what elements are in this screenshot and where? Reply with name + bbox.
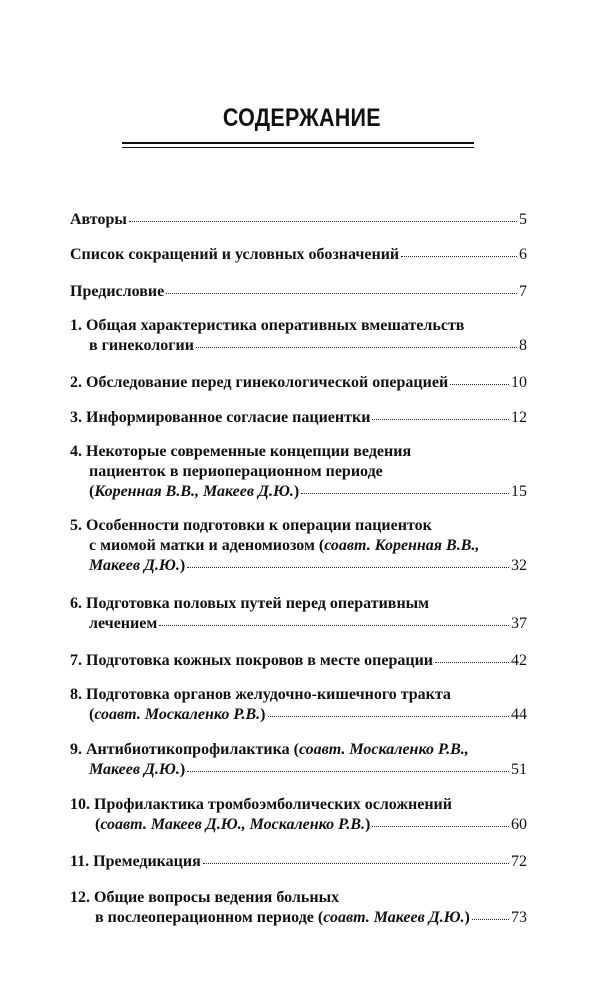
- page-number: 37: [511, 615, 527, 632]
- toc-entry-authors: (Коренная В.В., Макеев Д.Ю.): [89, 483, 300, 500]
- page-number: 10: [511, 374, 527, 391]
- toc-entry-preface[interactable]: [70, 282, 527, 302]
- toc-entry-title: 9. Антибиотикопрофилактика (соавт. Москаленко Р.В.,: [70, 741, 469, 758]
- title-text: 9. Антибиотикопрофилактика: [70, 741, 290, 758]
- page-number: 72: [511, 853, 527, 870]
- toc-entry-chapter-7[interactable]: [70, 651, 527, 671]
- coauthor-names: соавт. Москаленко Р.В.: [94, 706, 261, 723]
- toc-entry-coauthors: (соавт. Москаленко Р.В.): [89, 706, 266, 723]
- coauthor-names: соавт. Коренная В.В.,: [324, 537, 480, 554]
- page-number: 12: [511, 409, 527, 426]
- toc-entry-title: 1. Общая характеристика оперативных вмешательств: [70, 317, 465, 334]
- toc-entry-chapter-4[interactable]: [70, 442, 527, 502]
- title-rule-thick: [122, 142, 474, 144]
- coauthor-names: соавт. Макеев Д.Ю., Москаленко Р.В.: [100, 816, 365, 833]
- toc-entry-chapter-2[interactable]: [70, 373, 527, 393]
- toc-entry-title: 5. Особенности подготовки к операции пациенток: [70, 517, 432, 534]
- leader-dots: [159, 625, 509, 626]
- toc-entry-title: 8. Подготовка органов желудочно-кишечного тракта: [70, 686, 451, 703]
- toc-entry-chapter-1[interactable]: [70, 316, 527, 356]
- leader-dots: [203, 863, 509, 864]
- toc-entry-title: Список сокращений и условных обозначений: [70, 246, 400, 263]
- page-number: 5: [519, 211, 527, 228]
- toc-entry-title-cont: в послеоперационном периоде (соавт. Макеев Д.Ю.): [95, 909, 470, 926]
- coauthor-names-cont: Макеев Д.Ю.): [89, 557, 186, 574]
- coauthor-names-b: Макеев Д.Ю.: [89, 557, 180, 574]
- page-number: 7: [519, 283, 527, 300]
- toc-entry-title: 10. Профилактика тромбоэмболических осложнений: [70, 796, 452, 813]
- toc-entry-title: 6. Подготовка половых путей перед оперативным: [70, 595, 430, 612]
- authors-names: Коренная В.В., Макеев Д.Ю.: [94, 483, 294, 500]
- leader-dots: [372, 419, 509, 420]
- toc-entry-coauthors: (соавт. Макеев Д.Ю., Москаленко Р.В.): [95, 816, 371, 833]
- leader-dots: [129, 221, 517, 222]
- coauthor-names: соавт. Москаленко Р.В.,: [298, 741, 469, 758]
- leader-dots: [372, 826, 509, 827]
- toc-entry-chapter-10[interactable]: [70, 795, 527, 835]
- toc-entry-chapter-6[interactable]: [70, 594, 527, 634]
- leader-dots: [187, 567, 509, 568]
- leader-dots: [435, 662, 509, 663]
- toc-entry-title: 2. Обследование перед гинекологической операцией: [70, 374, 449, 391]
- toc-entry-chapter-5[interactable]: [70, 516, 527, 576]
- coauthor-names: соавт. Макеев Д.Ю.: [323, 909, 465, 926]
- toc-entry-title-cont: лечением: [89, 615, 158, 632]
- toc-entry-chapter-9[interactable]: [70, 740, 527, 780]
- title-rule-thin: [122, 147, 474, 148]
- coauthor-names-cont: Макеев Д.Ю.): [89, 761, 186, 778]
- toc-entry-title: Авторы: [70, 211, 127, 228]
- toc-entry-chapter-3[interactable]: [70, 408, 527, 428]
- leader-dots: [450, 384, 509, 385]
- toc-entry-authors[interactable]: [70, 210, 527, 230]
- leader-dots: [187, 771, 509, 772]
- toc-entry-chapter-11[interactable]: [70, 852, 527, 872]
- leader-dots: [196, 347, 517, 348]
- toc-entry-title-cont: пациенток в периоперационном периоде: [89, 463, 383, 480]
- leader-dots: [472, 919, 509, 920]
- toc-entry-title: 3. Информированное согласие пациентки: [70, 409, 371, 426]
- toc-entry-title-cont: с миомой матки и аденомиозом (соавт. Коренная В.В.,: [89, 537, 480, 554]
- toc-entry-chapter-8[interactable]: [70, 685, 527, 725]
- page-number: 8: [519, 337, 527, 354]
- toc-entry-chapter-12[interactable]: [70, 888, 527, 928]
- title-cont-text: с миомой матки и аденомиозом: [89, 537, 315, 554]
- toc-entry-title: 4. Некоторые современные концепции ведения: [70, 443, 412, 460]
- page-number: 6: [519, 246, 527, 263]
- page-number: 60: [511, 816, 527, 833]
- leader-dots: [166, 293, 517, 294]
- toc-entry-title: 7. Подготовка кожных покровов в месте операции: [70, 652, 434, 669]
- page-title: СОДЕРЖАНИЕ: [222, 104, 381, 132]
- coauthor-names-b: Макеев Д.Ю.: [89, 761, 180, 778]
- leader-dots: [401, 256, 517, 257]
- page-number: 15: [511, 483, 527, 500]
- page-number: 32: [511, 557, 527, 574]
- toc-entry-title: 12. Общие вопросы ведения больных: [70, 889, 340, 906]
- toc-entry-title: 11. Премедикация: [70, 853, 201, 870]
- page-number: 42: [511, 652, 527, 669]
- page-number: 73: [511, 909, 527, 926]
- page-number: 44: [511, 706, 527, 723]
- leader-dots: [268, 716, 510, 717]
- page-number: 51: [511, 761, 527, 778]
- toc-entry-title-cont: в гинекологии: [89, 337, 194, 354]
- toc-entry-title: Предисловие: [70, 283, 165, 300]
- toc-entry-abbreviations[interactable]: [70, 245, 527, 265]
- leader-dots: [301, 493, 509, 494]
- title-cont-text: в послеоперационном периоде: [95, 909, 314, 926]
